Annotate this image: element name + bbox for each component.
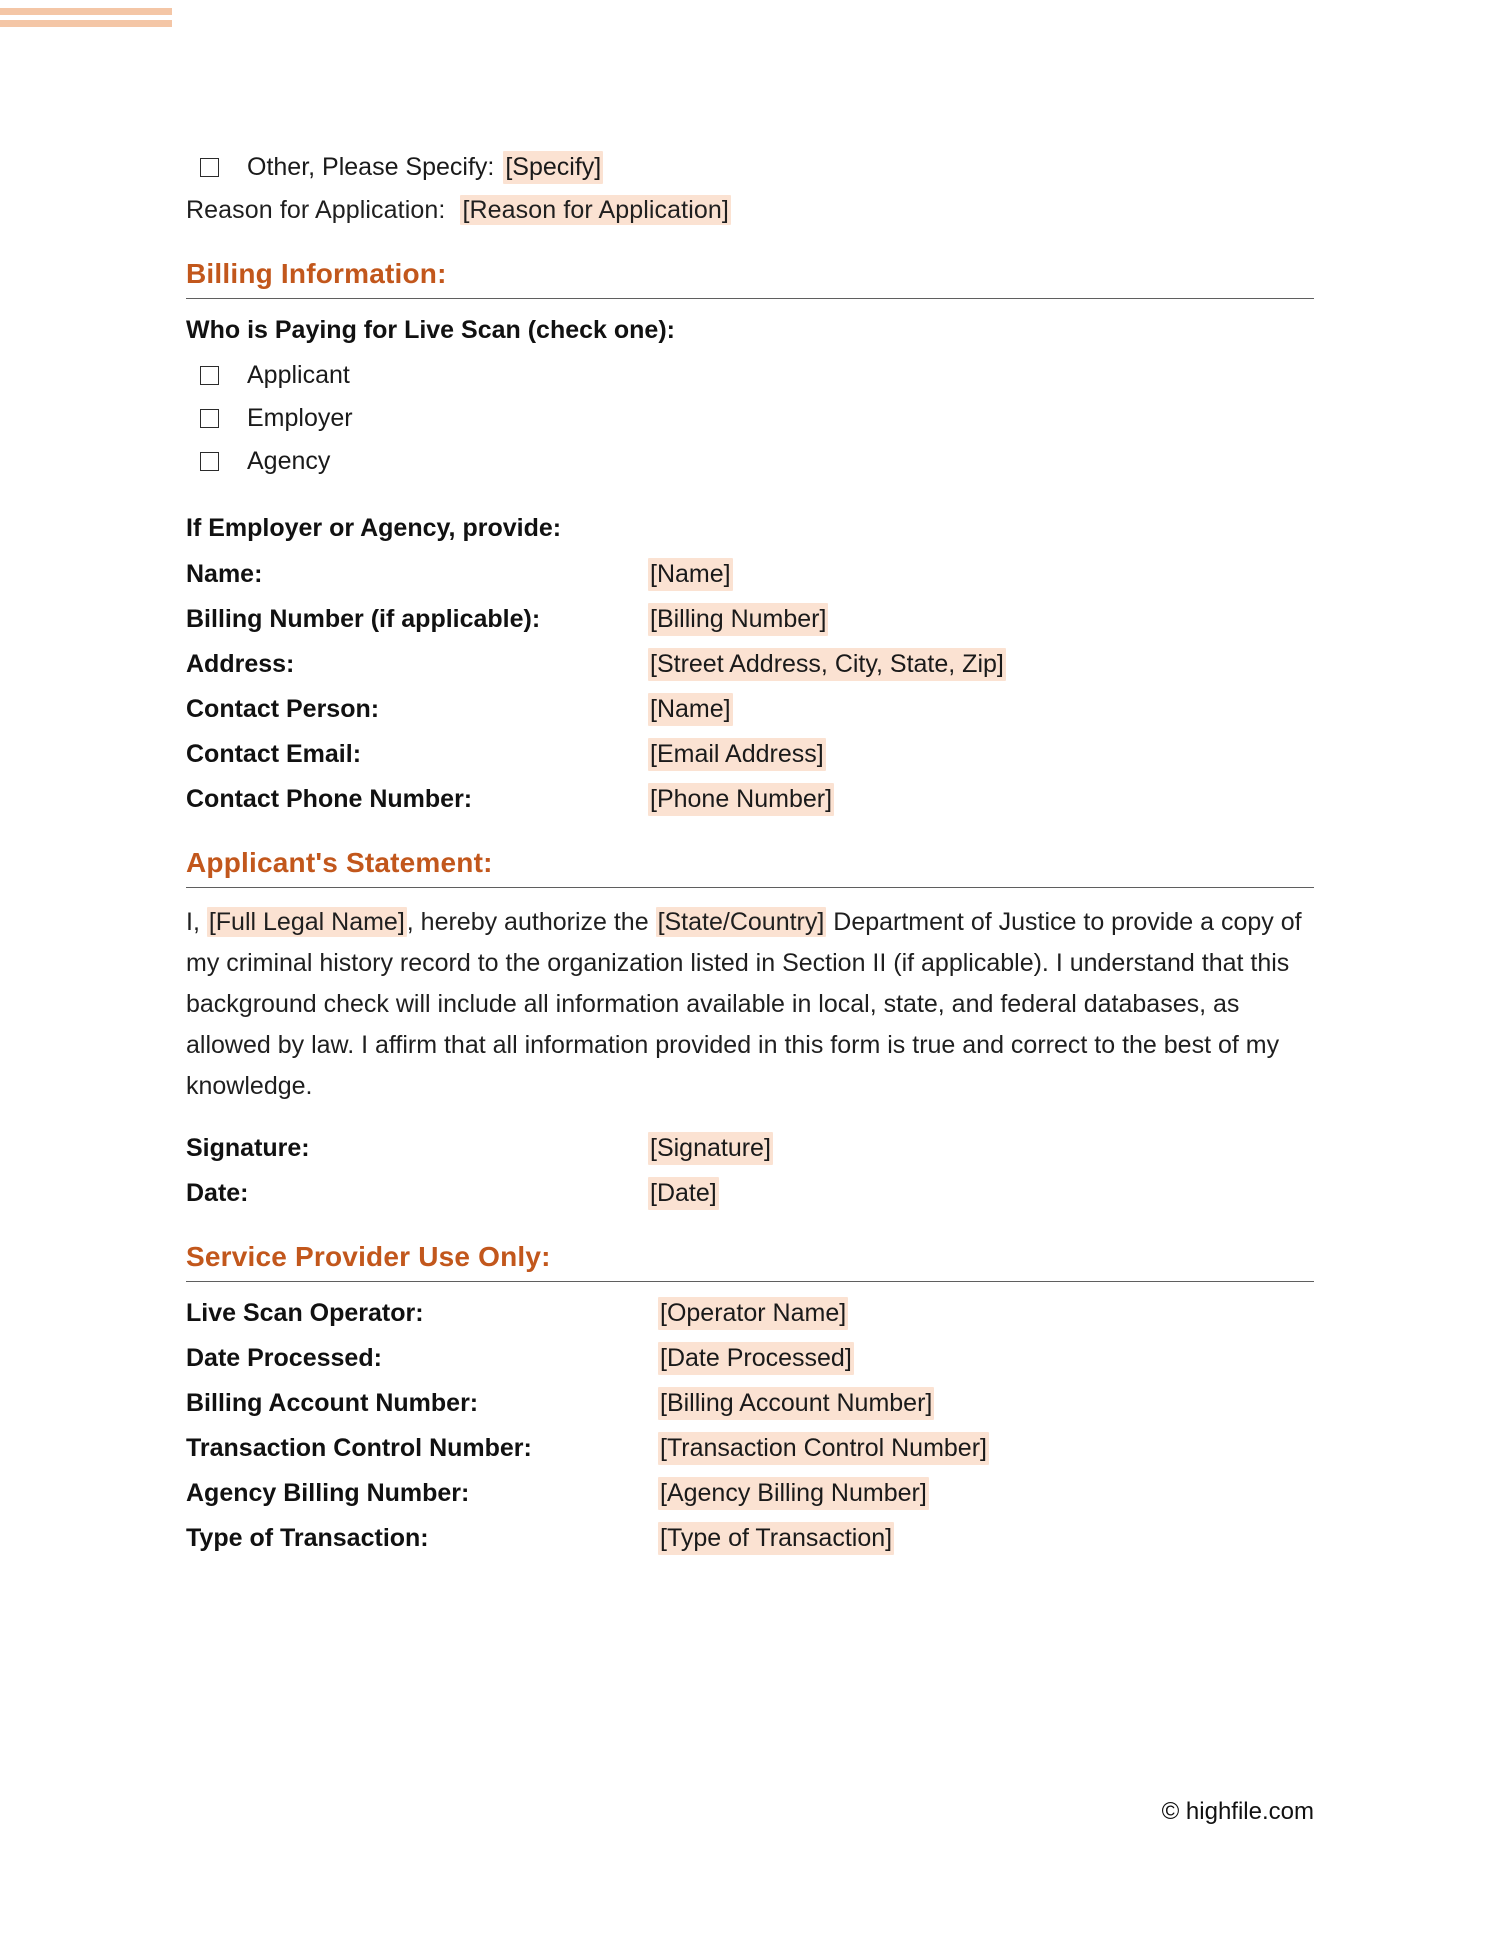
field-label-agency-billing-number: Agency Billing Number: <box>186 1479 470 1507</box>
document-content <box>186 0 1314 1555</box>
field-value-date[interactable]: [Date] <box>648 1177 719 1210</box>
field-row-live-scan-operator <box>186 1297 1314 1330</box>
field-value-contact-email[interactable]: [Email Address] <box>648 738 826 771</box>
field-value-date-processed[interactable]: [Date Processed] <box>658 1342 854 1375</box>
field-row-contact-phone <box>186 783 1314 816</box>
section-divider <box>186 887 1314 888</box>
full-legal-name-placeholder[interactable]: [Full Legal Name] <box>208 908 405 936</box>
footer <box>0 1798 1500 1826</box>
section-billing-information <box>186 257 1314 299</box>
field-row-agency-billing-number <box>186 1477 1314 1510</box>
field-row-transaction-control-number <box>186 1432 1314 1465</box>
section-divider <box>186 1281 1314 1282</box>
field-row-billing-number <box>186 603 1314 636</box>
statement-part-3: Department of Justice to provide a copy of my criminal history record to the organization listed in Section II (if applicable). I understand that this background check will include all information available in local, state, and federal databases, as allowed by law. I affirm that all information provided in this form is true and correct to the best of my knowledge. <box>186 908 1302 1100</box>
checkbox-row-applicant[interactable] <box>186 360 1314 391</box>
field-label-live-scan-operator: Live Scan Operator: <box>186 1299 424 1327</box>
statement-part-1: I, <box>186 908 207 936</box>
reason-for-application-row <box>186 195 1314 226</box>
field-value-live-scan-operator[interactable]: [Operator Name] <box>658 1297 848 1330</box>
field-row-date <box>186 1177 1314 1210</box>
field-row-signature <box>186 1132 1314 1165</box>
field-row-date-processed <box>186 1342 1314 1375</box>
field-label-contact-phone: Contact Phone Number: <box>186 785 473 813</box>
if-employer-or-agency-label: If Employer or Agency, provide: <box>186 514 562 542</box>
field-value-signature[interactable]: [Signature] <box>648 1132 773 1165</box>
field-label-transaction-control-number: Transaction Control Number: <box>186 1434 532 1462</box>
section-divider <box>186 298 1314 299</box>
checkbox-icon[interactable] <box>200 366 219 385</box>
checkbox-row-employer[interactable] <box>186 403 1314 434</box>
field-row-type-of-transaction <box>186 1522 1314 1555</box>
section-title-applicants-statement: Applicant's Statement: <box>186 847 493 878</box>
field-row-contact-person <box>186 693 1314 726</box>
checkbox-label-other: Other, Please Specify: <box>247 153 495 181</box>
copyright-text: © highfile.com <box>1161 1798 1314 1825</box>
statement-part-2: , hereby authorize the <box>406 908 656 936</box>
other-specify-value[interactable]: [Specify] <box>503 151 603 184</box>
field-row-address <box>186 648 1314 681</box>
field-label-billing-account-number: Billing Account Number: <box>186 1389 479 1417</box>
field-value-type-of-transaction[interactable]: [Type of Transaction] <box>658 1522 894 1555</box>
field-label-billing-number: Billing Number (if applicable): <box>186 605 541 633</box>
field-row-name <box>186 558 1314 591</box>
checkbox-label-applicant: Applicant <box>247 361 350 389</box>
section-title-service-provider: Service Provider Use Only: <box>186 1241 551 1272</box>
field-value-address[interactable]: [Street Address, City, State, Zip] <box>648 648 1006 681</box>
checkbox-row-agency[interactable] <box>186 446 1314 477</box>
field-label-type-of-transaction: Type of Transaction: <box>186 1524 429 1552</box>
field-value-contact-phone[interactable]: [Phone Number] <box>648 783 834 816</box>
checkbox-icon[interactable] <box>200 409 219 428</box>
checkbox-icon[interactable] <box>200 452 219 471</box>
field-value-contact-person[interactable]: [Name] <box>648 693 733 726</box>
applicants-statement-paragraph <box>186 902 1314 1107</box>
section-title-billing-information: Billing Information: <box>186 258 447 289</box>
section-service-provider-use-only <box>186 1240 1314 1282</box>
field-label-contact-email: Contact Email: <box>186 740 362 768</box>
checkbox-row-other[interactable] <box>186 151 1314 184</box>
field-value-billing-number[interactable]: [Billing Number] <box>648 603 828 636</box>
field-value-name[interactable]: [Name] <box>648 558 733 591</box>
field-label-contact-person: Contact Person: <box>186 695 380 723</box>
field-label-name: Name: <box>186 560 263 588</box>
field-label-date: Date: <box>186 1179 249 1207</box>
checkbox-icon[interactable] <box>200 158 219 177</box>
field-row-contact-email <box>186 738 1314 771</box>
checkbox-label-employer: Employer <box>247 404 353 432</box>
who-is-paying-label: Who is Paying for Live Scan (check one): <box>186 316 675 344</box>
field-value-transaction-control-number[interactable]: [Transaction Control Number] <box>658 1432 989 1465</box>
reason-for-application-label: Reason for Application: <box>186 196 446 224</box>
field-value-agency-billing-number[interactable]: [Agency Billing Number] <box>658 1477 929 1510</box>
field-label-address: Address: <box>186 650 295 678</box>
field-label-date-processed: Date Processed: <box>186 1344 382 1372</box>
field-label-signature: Signature: <box>186 1134 310 1162</box>
reason-for-application-value[interactable]: [Reason for Application] <box>462 196 729 224</box>
state-country-placeholder[interactable]: [State/Country] <box>657 908 825 936</box>
checkbox-label-agency: Agency <box>247 447 331 475</box>
field-row-billing-account-number <box>186 1387 1314 1420</box>
section-applicants-statement <box>186 846 1314 888</box>
field-value-billing-account-number[interactable]: [Billing Account Number] <box>658 1387 934 1420</box>
